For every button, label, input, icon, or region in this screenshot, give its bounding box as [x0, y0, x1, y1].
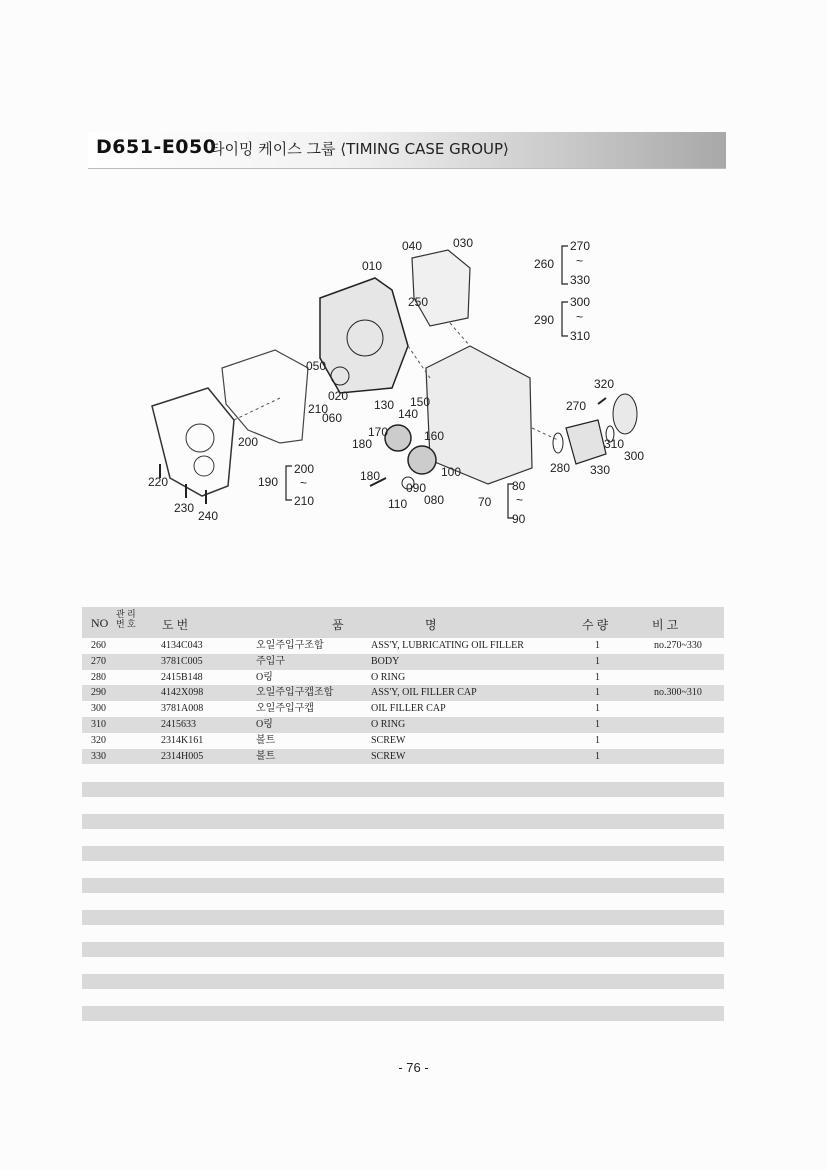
- empty-row-stripe: [82, 910, 724, 925]
- callout-290-to: 310: [570, 329, 591, 343]
- callout-210: 210: [308, 402, 329, 416]
- cell-qty: 1: [595, 718, 600, 730]
- callout-100: 100: [441, 465, 462, 479]
- callout-010: 010: [362, 259, 383, 273]
- callout-240: 240: [198, 509, 219, 523]
- cell-en: ASS'Y, OIL FILLER CAP: [371, 687, 477, 699]
- cell-qty: 1: [595, 655, 600, 667]
- empty-row-stripe: [82, 878, 724, 893]
- cell-no: 320: [91, 734, 106, 746]
- callout-020: 020: [328, 389, 349, 403]
- timing-case: [320, 278, 408, 393]
- cell-kr: 오일주입구조합: [256, 640, 324, 651]
- oil-filler-cap: [613, 394, 637, 434]
- empty-row-stripe: [82, 814, 724, 829]
- cell-kr: 오일주입구캡조합: [256, 687, 334, 699]
- callout-230: 230: [174, 501, 195, 515]
- callout-70-from: 80: [512, 479, 526, 493]
- cell-kr: 볼트: [256, 734, 276, 746]
- title-banner: [88, 132, 726, 169]
- empty-row-stripe: [82, 782, 724, 797]
- cell-no: 260: [91, 640, 106, 651]
- callout-280: 280: [550, 461, 571, 475]
- engine-block: [426, 346, 532, 484]
- cell-qty: 1: [595, 750, 600, 762]
- callout-090: 090: [406, 481, 427, 495]
- cell-no: 290: [91, 687, 106, 699]
- col-remark: 비 고: [652, 618, 679, 632]
- callout-260-tilde: ~: [576, 254, 584, 268]
- table-row: [82, 670, 724, 686]
- col-drawing-no: 도 번: [162, 618, 189, 632]
- callout-130: 130: [374, 398, 395, 412]
- cell-kr: O링: [256, 671, 273, 683]
- cover-gasket: [222, 350, 308, 443]
- callout-050: 050: [306, 359, 327, 373]
- callout-110: 110: [388, 497, 408, 511]
- cell-no: 270: [91, 655, 106, 667]
- callout-70-tilde: ~: [516, 493, 524, 507]
- table-row: [82, 654, 724, 670]
- cell-qty: 1: [595, 640, 600, 651]
- parts-table: [82, 607, 724, 764]
- callout-250: 250: [408, 295, 429, 309]
- empty-row-stripe: [82, 974, 724, 989]
- table-row: [82, 701, 724, 717]
- cell-qty: 1: [595, 671, 600, 683]
- col-mgmt-bottom: 번 호: [116, 619, 136, 629]
- callout-260-to: 330: [570, 273, 591, 287]
- callout-290-tilde: ~: [576, 310, 584, 324]
- cell-en: BODY: [371, 655, 400, 667]
- cell-part: 2415B148: [161, 671, 203, 683]
- cell-no: 300: [91, 703, 106, 715]
- empty-row-stripe: [82, 846, 724, 861]
- callout-70: 70: [478, 495, 492, 509]
- callout-190-from: 200: [294, 462, 315, 476]
- callout-270: 270: [566, 399, 587, 413]
- cell-remark: no.270~330: [654, 640, 702, 651]
- callout-180b: 180: [360, 469, 381, 483]
- table-row: [82, 685, 724, 701]
- empty-row-stripe: [82, 1006, 724, 1021]
- page-number: - 76 -: [398, 1060, 429, 1075]
- table-header: [82, 607, 724, 638]
- col-no: NO: [91, 616, 109, 630]
- col-mgmt-top: 관 리: [116, 609, 136, 619]
- cell-part: 4134C043: [161, 640, 203, 651]
- callout-150: 150: [410, 395, 431, 409]
- callout-040: 040: [402, 239, 423, 253]
- callout-310: 310: [604, 437, 625, 451]
- cell-qty: 1: [595, 687, 600, 699]
- callout-300: 300: [624, 449, 645, 463]
- col-mgmt: [116, 609, 136, 629]
- cell-en: OIL FILLER CAP: [371, 703, 446, 715]
- cell-kr: 오일주입구캡: [256, 703, 314, 715]
- table-row: [82, 733, 724, 749]
- group-code: D651-E050: [96, 136, 217, 158]
- group-title: 타이밍 케이스 그룹 ⟨TIMING CASE GROUP⟩: [210, 140, 509, 158]
- callout-330: 330: [590, 463, 611, 477]
- callout-290-from: 300: [570, 295, 591, 309]
- cell-part: 2314K161: [161, 734, 204, 746]
- callout-080: 080: [424, 493, 445, 507]
- empty-row-stripe: [82, 942, 724, 957]
- cell-kr: 주입구: [256, 655, 285, 667]
- cell-qty: 1: [595, 734, 600, 746]
- callout-180a: 180: [352, 437, 373, 451]
- table-row: [82, 749, 724, 765]
- cell-kr: 볼트: [256, 750, 276, 762]
- col-name-b: 명: [425, 618, 437, 632]
- cell-part: 3781A008: [161, 703, 204, 715]
- callout-030: 030: [453, 236, 474, 250]
- cell-no: 330: [91, 750, 106, 762]
- cell-qty: 1: [595, 703, 600, 715]
- callout-320: 320: [594, 377, 615, 391]
- cell-en: O RING: [371, 718, 406, 730]
- callout-220: 220: [148, 475, 169, 489]
- callout-260: 260: [534, 257, 555, 271]
- callout-060: 060: [322, 411, 343, 425]
- cell-part: 3781C005: [161, 655, 203, 667]
- callout-260-from: 270: [570, 239, 591, 253]
- idle-gear: [385, 425, 411, 451]
- crank-gear: [408, 446, 436, 474]
- table-row: [82, 638, 724, 654]
- callout-140: 140: [398, 407, 419, 421]
- table-body: [82, 638, 724, 764]
- callout-200: 200: [238, 435, 259, 449]
- back-plate: [412, 250, 470, 326]
- cell-part: 4142X098: [161, 687, 204, 699]
- cell-remark: no.300~310: [654, 687, 702, 699]
- oil-filler-body: [566, 420, 606, 464]
- callout-190-tilde: ~: [300, 476, 308, 490]
- cell-no: 280: [91, 671, 106, 683]
- cell-part: 2415633: [161, 718, 196, 730]
- callout-160: 160: [424, 429, 445, 443]
- cell-part: 2314H005: [161, 750, 204, 762]
- callout-190: 190: [258, 475, 279, 489]
- callout-290: 290: [534, 313, 555, 327]
- col-name-a: 품: [332, 618, 344, 632]
- callout-190-to: 210: [294, 494, 315, 508]
- cell-no: 310: [91, 718, 106, 730]
- callout-170: 170: [368, 425, 389, 439]
- cell-en: O RING: [371, 671, 406, 683]
- exploded-parts-diagram: [130, 228, 670, 538]
- cell-kr: O링: [256, 718, 273, 730]
- cell-en: SCREW: [371, 734, 406, 746]
- table-row: [82, 717, 724, 733]
- cell-en: ASS'Y, LUBRICATING OIL FILLER: [371, 640, 524, 651]
- callout-70-to: 90: [512, 512, 526, 526]
- cell-en: SCREW: [371, 750, 406, 762]
- col-qty: 수 량: [582, 618, 609, 632]
